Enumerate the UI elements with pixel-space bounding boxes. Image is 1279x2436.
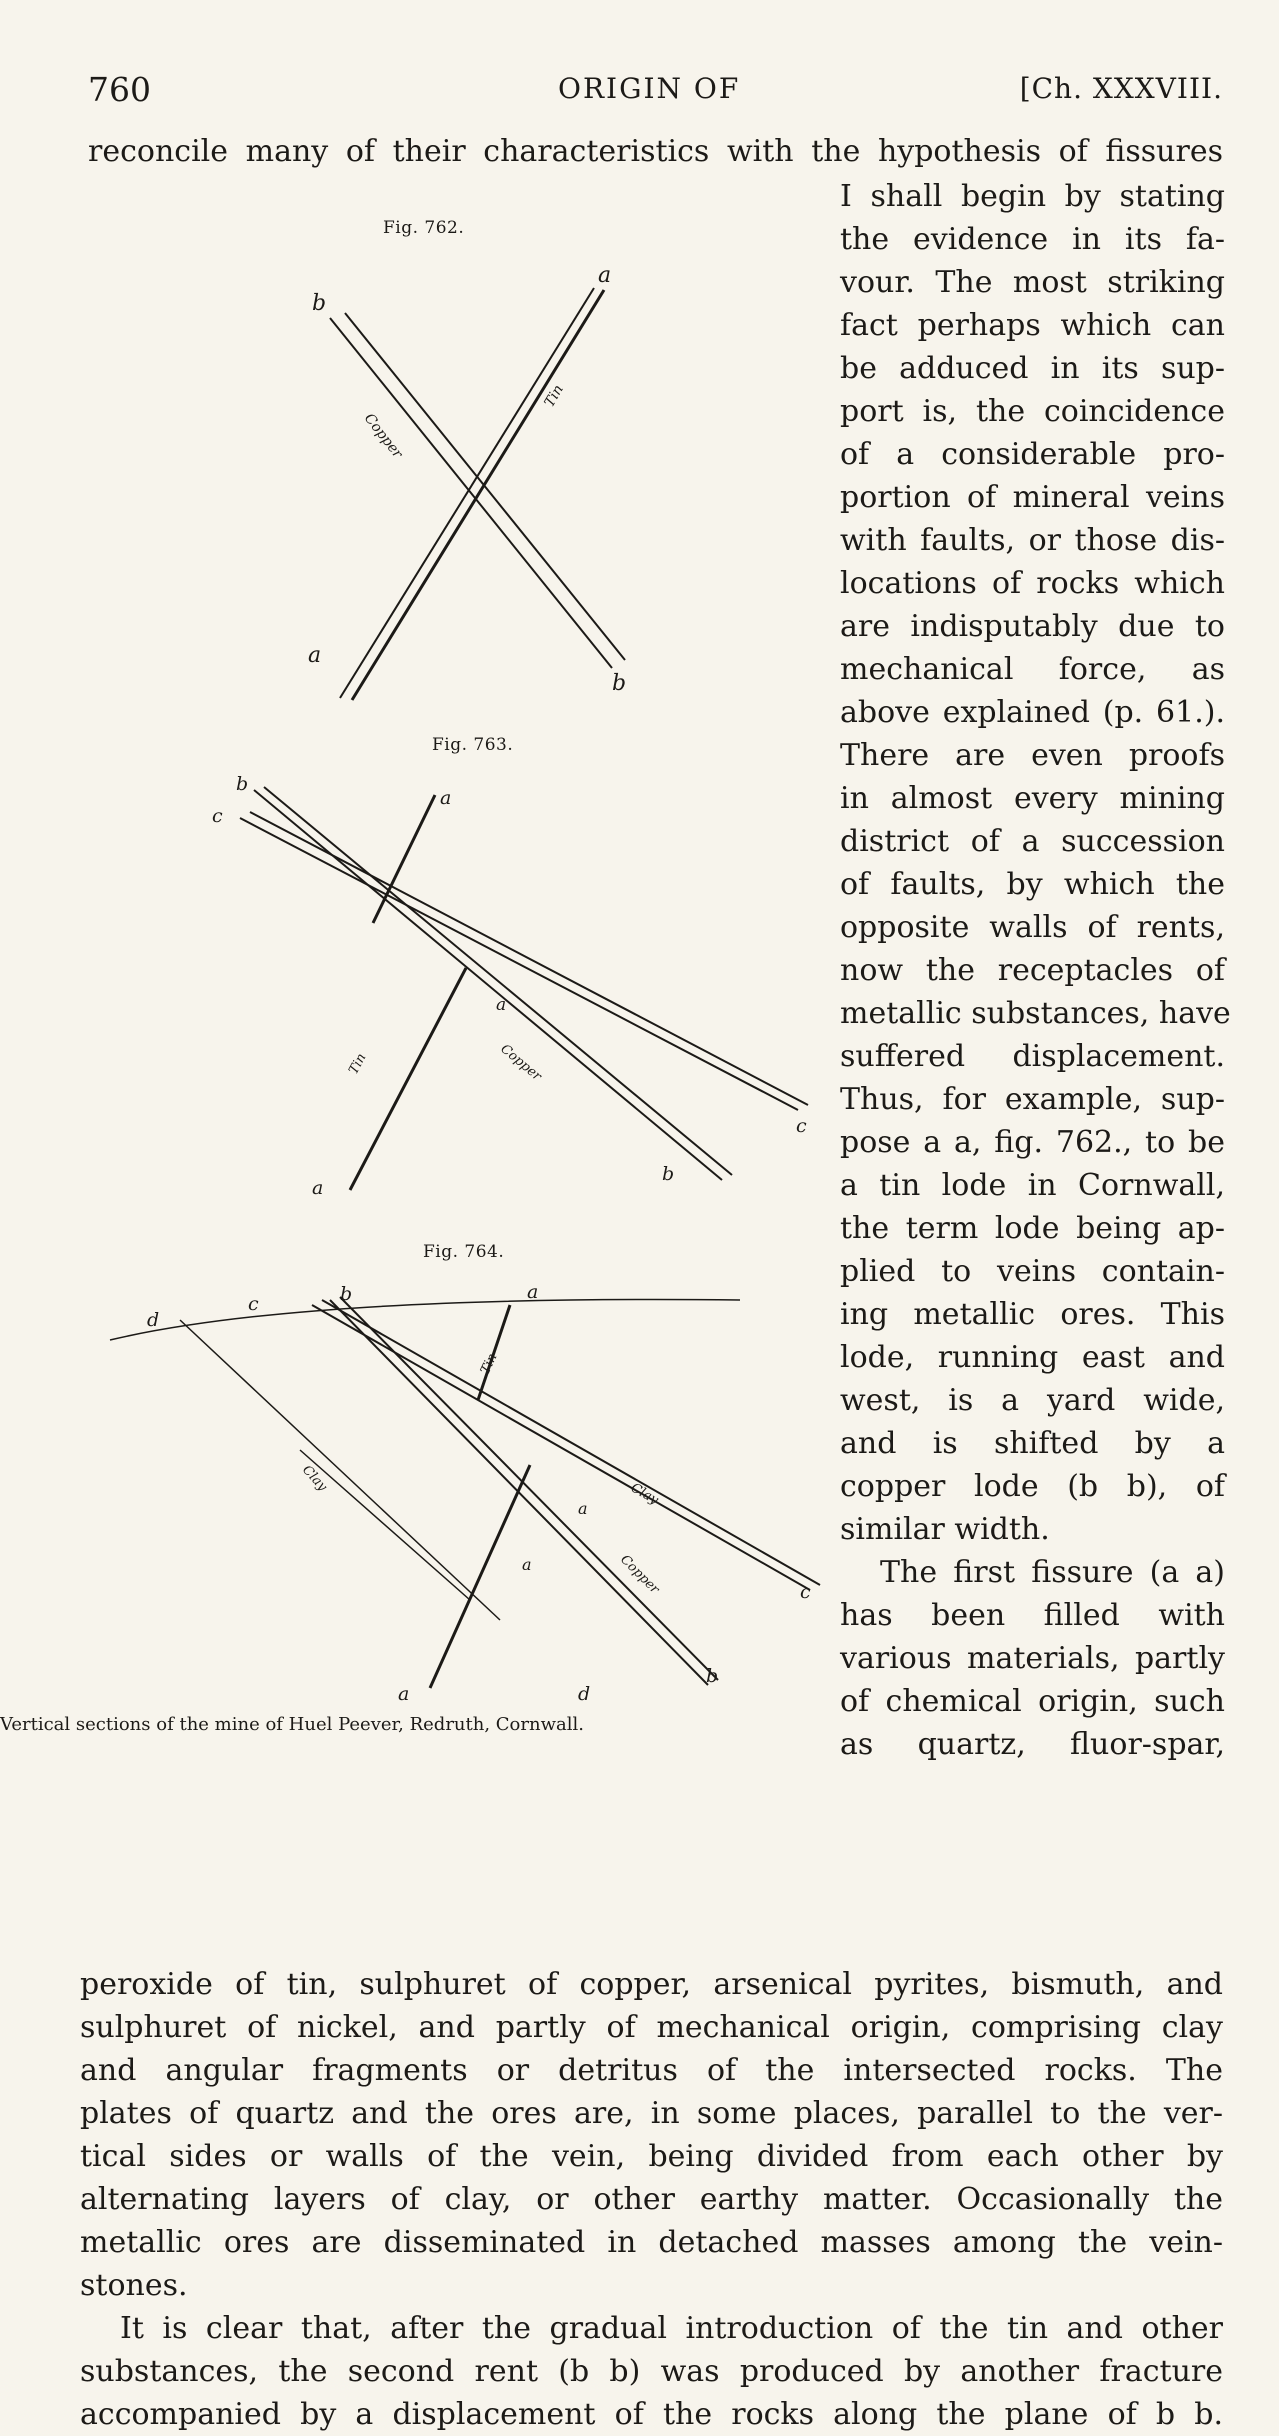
col-line: above explained (p. 61.). [840, 695, 1225, 730]
col-line: in almost every mining [840, 781, 1225, 816]
col-line: plied to veins contain- [840, 1254, 1225, 1289]
body-column [840, 175, 1231, 1766]
fig-763-a-top: a [440, 787, 452, 809]
fig-764-a-bottom: a [398, 1683, 410, 1705]
col-line: I shall begin by stating [840, 179, 1225, 214]
fig-762-label: Fig. 762. [383, 218, 465, 238]
col-line: as quartz, fluor-spar, [840, 1727, 1225, 1762]
col-line: port is, the coincidence [840, 394, 1225, 429]
fig-764-b-top: b [340, 1283, 353, 1305]
fig-762-b-bottom: b [612, 671, 627, 696]
fig-763-a-bottom: a [312, 1177, 324, 1199]
lower-line: metallic ores are disseminated in detached masses among the vein- [80, 2225, 1223, 2260]
fig-763-c-right: c [796, 1115, 807, 1137]
col-line: mechanical force, as [840, 652, 1225, 687]
fig-764-a-top: a [527, 1281, 539, 1303]
lower-line: sulphuret of nickel, and partly of mechanical origin, comprising clay [80, 2010, 1223, 2045]
fig-764-diagram [110, 1281, 820, 1705]
running-title: ORIGIN OF [558, 72, 741, 105]
fig-763-a-mid: a [496, 995, 507, 1015]
fig-764-c-right: c [800, 1581, 811, 1603]
fig-762-diagram [308, 263, 626, 700]
fig-763-copper-label: Copper [497, 1041, 545, 1085]
col-line: There are even proofs [840, 738, 1225, 773]
col-line: metallic substances, have [840, 996, 1231, 1031]
fig-764-label: Fig. 764. [423, 1242, 505, 1262]
lower-line: peroxide of tin, sulphuret of copper, arsenical pyrites, bismuth, and [80, 1967, 1223, 2002]
col-line: the evidence in its fa- [840, 222, 1225, 257]
fig-764-a-mid-1: a [578, 1499, 588, 1518]
lower-line: plates of quartz and the ores are, in some places, parallel to the ver- [80, 2096, 1223, 2131]
col-line: of a considerable pro- [840, 437, 1225, 472]
col-line: fact perhaps which can [840, 308, 1225, 343]
col-line: pose a a, fig. 762., to be [840, 1125, 1225, 1160]
lower-line: It is clear that, after the gradual introduction of the tin and other [120, 2311, 1223, 2346]
fig-762-b-top: b [312, 291, 327, 316]
fig-763-b-bottom: b [662, 1163, 675, 1185]
col-line: now the receptacles of [840, 953, 1225, 988]
fig-764-copper-label: Copper [617, 1552, 662, 1598]
opening-line: reconcile many of their characteristics with the hypothesis of fissures [88, 134, 1223, 169]
lower-line: and angular fragments or detritus of the intersected rocks. The [80, 2053, 1223, 2088]
fig-762-tin-label: Tin [541, 382, 567, 410]
fig-763-tin-label: Tin [346, 1051, 370, 1077]
fig-762-a-bottom: a [308, 643, 322, 668]
col-line: portion of mineral veins [840, 480, 1225, 515]
fig-764-b-bottom: b [706, 1665, 719, 1687]
col-line: the term lode being ap- [840, 1211, 1225, 1246]
col-line: be adduced in its sup- [840, 351, 1225, 386]
fig-764-c-top: c [248, 1293, 259, 1315]
lower-line: stones. [80, 2268, 188, 2303]
lower-line: alternating layers of clay, or other earthy matter. Occasionally the [80, 2182, 1223, 2217]
fig-764-d-bottom: d [578, 1683, 591, 1705]
col-line: district of a succession [840, 824, 1225, 859]
body-lower [80, 1963, 1223, 2436]
page-number: 760 [88, 70, 151, 109]
col-line: are indisputably due to [840, 609, 1225, 644]
col-line: The first fissure (a a) [880, 1555, 1225, 1590]
col-line: has been filled with [840, 1598, 1225, 1633]
col-line: and is shifted by a [840, 1426, 1225, 1461]
fig-764-d-left: d [147, 1309, 160, 1331]
col-line: ing metallic ores. This [840, 1297, 1225, 1332]
lower-line: substances, the second rent (b b) was produced by another fracture [80, 2354, 1223, 2389]
col-line: locations of rocks which [840, 566, 1225, 601]
col-line: of chemical origin, such [840, 1684, 1225, 1719]
col-line: with faults, or those dis- [840, 523, 1225, 558]
fig-763-b-top: b [236, 773, 249, 795]
chapter-reference: [Ch. XXXVIII. [1019, 72, 1223, 105]
col-line: copper lode (b b), of [840, 1469, 1225, 1504]
fig-762-copper-label: Copper [360, 410, 406, 462]
fig-763-diagram [212, 773, 808, 1199]
col-line: suffered displacement. [840, 1039, 1225, 1074]
col-line: west, is a yard wide, [840, 1383, 1225, 1418]
figure-caption: Vertical sections of the mine of Huel Peever, Redruth, Cornwall. [0, 1714, 584, 1735]
fig-763-label: Fig. 763. [432, 735, 514, 755]
col-line: of faults, by which the [840, 867, 1225, 902]
col-line: similar width. [840, 1512, 1050, 1547]
col-line: lode, running east and [840, 1340, 1225, 1375]
fig-762-a-top: a [598, 263, 612, 288]
fig-764-clay-label-2: Clay [299, 1462, 330, 1495]
fig-763-c-left: c [212, 805, 223, 827]
col-line: opposite walls of rents, [840, 910, 1225, 945]
fig-764-tin-label: Tin [478, 1351, 501, 1377]
col-line: a tin lode in Cornwall, [840, 1168, 1225, 1203]
fig-764-a-mid-2: a [522, 1555, 532, 1574]
col-line: Thus, for example, sup- [840, 1082, 1225, 1117]
lower-line: accompanied by a displacement of the rocks along the plane of b b. [80, 2397, 1223, 2432]
fig-764-clay-label-1: Clay [628, 1480, 661, 1509]
lower-line: tical sides or walls of the vein, being divided from each other by [80, 2139, 1223, 2174]
col-line: various materials, partly [840, 1641, 1225, 1676]
col-line: vour. The most striking [840, 265, 1225, 300]
